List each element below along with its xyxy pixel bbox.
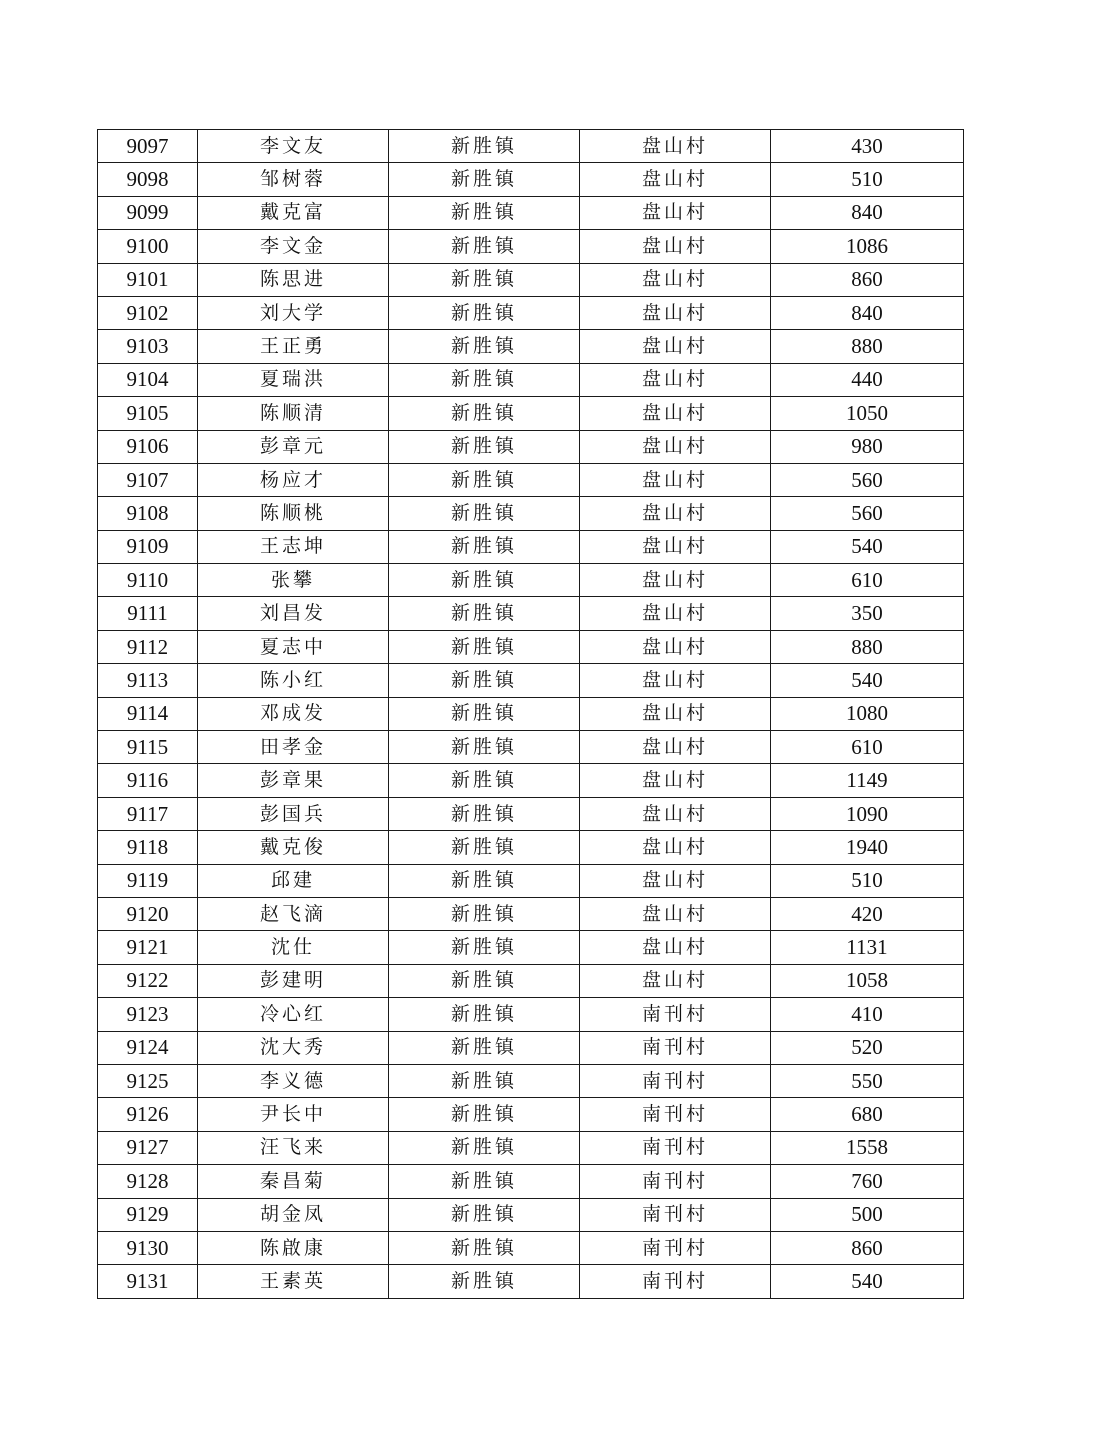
row-amount-cell: 550 [771,1064,964,1097]
row-name-cell: 陈啟康 [198,1231,389,1264]
row-id-cell: 9120 [98,897,198,930]
row-name-cell: 冷心红 [198,998,389,1031]
row-name-cell: 彭章元 [198,430,389,463]
table-row [98,797,964,830]
row-town-cell: 新胜镇 [389,130,580,163]
row-town-cell: 新胜镇 [389,196,580,229]
row-village-cell: 南刊村 [580,1198,771,1231]
row-amount-cell: 420 [771,897,964,930]
row-amount-cell: 500 [771,1198,964,1231]
row-amount-cell: 1149 [771,764,964,797]
row-town-cell: 新胜镇 [389,1064,580,1097]
row-id-cell: 9112 [98,630,198,663]
row-id-cell: 9116 [98,764,198,797]
row-village-cell: 盘山村 [580,797,771,830]
table-row [98,363,964,396]
row-village-cell: 盘山村 [580,731,771,764]
row-name-cell: 彭章果 [198,764,389,797]
row-village-cell: 南刊村 [580,998,771,1031]
row-name-cell: 夏瑞洪 [198,363,389,396]
table-row [98,731,964,764]
row-village-cell: 盘山村 [580,664,771,697]
row-amount-cell: 510 [771,864,964,897]
roster-table-body [98,130,964,1299]
table-row [98,764,964,797]
row-name-cell: 戴克富 [198,196,389,229]
table-row [98,1064,964,1097]
row-village-cell: 盘山村 [580,130,771,163]
row-village-cell: 南刊村 [580,1131,771,1164]
row-amount-cell: 840 [771,296,964,329]
row-town-cell: 新胜镇 [389,731,580,764]
row-village-cell: 盘山村 [580,196,771,229]
row-village-cell: 盘山村 [580,864,771,897]
table-row [98,196,964,229]
row-town-cell: 新胜镇 [389,597,580,630]
row-town-cell: 新胜镇 [389,797,580,830]
row-amount-cell: 560 [771,463,964,496]
row-id-cell: 9098 [98,163,198,196]
row-amount-cell: 860 [771,263,964,296]
row-town-cell: 新胜镇 [389,931,580,964]
row-village-cell: 盘山村 [580,530,771,563]
row-village-cell: 盘山村 [580,897,771,930]
row-name-cell: 彭建明 [198,964,389,997]
row-town-cell: 新胜镇 [389,1198,580,1231]
row-town-cell: 新胜镇 [389,998,580,1031]
row-amount-cell: 430 [771,130,964,163]
table-row [98,1098,964,1131]
table-row [98,897,964,930]
row-amount-cell: 980 [771,430,964,463]
table-row [98,330,964,363]
row-name-cell: 汪飞来 [198,1131,389,1164]
row-town-cell: 新胜镇 [389,330,580,363]
row-name-cell: 张攀 [198,564,389,597]
row-id-cell: 9110 [98,564,198,597]
row-name-cell: 李义德 [198,1064,389,1097]
row-id-cell: 9100 [98,230,198,263]
row-town-cell: 新胜镇 [389,1098,580,1131]
row-name-cell: 李文友 [198,130,389,163]
row-name-cell: 王志坤 [198,530,389,563]
row-amount-cell: 520 [771,1031,964,1064]
row-name-cell: 邱建 [198,864,389,897]
table-row [98,998,964,1031]
row-id-cell: 9128 [98,1165,198,1198]
row-name-cell: 刘大学 [198,296,389,329]
row-village-cell: 盘山村 [580,597,771,630]
row-amount-cell: 1558 [771,1131,964,1164]
row-village-cell: 南刊村 [580,1265,771,1298]
row-village-cell: 南刊村 [580,1165,771,1198]
row-amount-cell: 410 [771,998,964,1031]
row-village-cell: 盘山村 [580,964,771,997]
table-row [98,463,964,496]
row-amount-cell: 610 [771,564,964,597]
row-id-cell: 9130 [98,1231,198,1264]
row-amount-cell: 1080 [771,697,964,730]
table-row [98,430,964,463]
row-amount-cell: 610 [771,731,964,764]
row-amount-cell: 560 [771,497,964,530]
row-town-cell: 新胜镇 [389,764,580,797]
row-name-cell: 沈仕 [198,931,389,964]
table-row [98,630,964,663]
row-amount-cell: 1086 [771,230,964,263]
row-name-cell: 沈大秀 [198,1031,389,1064]
table-row [98,1165,964,1198]
table-row [98,964,964,997]
row-id-cell: 9104 [98,363,198,396]
row-id-cell: 9119 [98,864,198,897]
row-village-cell: 盘山村 [580,363,771,396]
row-id-cell: 9117 [98,797,198,830]
row-amount-cell: 880 [771,630,964,663]
row-town-cell: 新胜镇 [389,697,580,730]
row-id-cell: 9113 [98,664,198,697]
row-village-cell: 盘山村 [580,831,771,864]
row-amount-cell: 540 [771,530,964,563]
table-row [98,664,964,697]
row-town-cell: 新胜镇 [389,1265,580,1298]
row-amount-cell: 350 [771,597,964,630]
table-row [98,831,964,864]
row-town-cell: 新胜镇 [389,1231,580,1264]
row-name-cell: 田孝金 [198,731,389,764]
row-id-cell: 9123 [98,998,198,1031]
row-name-cell: 刘昌发 [198,597,389,630]
row-amount-cell: 1940 [771,831,964,864]
table-row [98,597,964,630]
row-village-cell: 盘山村 [580,564,771,597]
row-town-cell: 新胜镇 [389,263,580,296]
row-town-cell: 新胜镇 [389,964,580,997]
roster-table [97,129,964,1299]
row-amount-cell: 860 [771,1231,964,1264]
table-row [98,697,964,730]
row-village-cell: 盘山村 [580,430,771,463]
row-name-cell: 王正勇 [198,330,389,363]
row-town-cell: 新胜镇 [389,664,580,697]
table-row [98,564,964,597]
row-town-cell: 新胜镇 [389,363,580,396]
row-village-cell: 盘山村 [580,296,771,329]
row-village-cell: 盘山村 [580,330,771,363]
row-name-cell: 李文金 [198,230,389,263]
row-name-cell: 王素英 [198,1265,389,1298]
row-town-cell: 新胜镇 [389,296,580,329]
row-name-cell: 陈顺清 [198,397,389,430]
row-id-cell: 9125 [98,1064,198,1097]
row-town-cell: 新胜镇 [389,230,580,263]
row-id-cell: 9115 [98,731,198,764]
row-id-cell: 9131 [98,1265,198,1298]
row-id-cell: 9118 [98,831,198,864]
table-row [98,1198,964,1231]
row-village-cell: 盘山村 [580,697,771,730]
row-town-cell: 新胜镇 [389,530,580,563]
row-village-cell: 盘山村 [580,630,771,663]
table-row [98,931,964,964]
table-row [98,230,964,263]
row-amount-cell: 540 [771,1265,964,1298]
table-row [98,1265,964,1298]
row-village-cell: 南刊村 [580,1031,771,1064]
row-town-cell: 新胜镇 [389,1131,580,1164]
table-row [98,163,964,196]
row-name-cell: 胡金凤 [198,1198,389,1231]
row-town-cell: 新胜镇 [389,497,580,530]
row-town-cell: 新胜镇 [389,430,580,463]
row-amount-cell: 440 [771,363,964,396]
row-amount-cell: 1131 [771,931,964,964]
row-id-cell: 9122 [98,964,198,997]
row-village-cell: 盘山村 [580,163,771,196]
row-town-cell: 新胜镇 [389,630,580,663]
row-town-cell: 新胜镇 [389,397,580,430]
row-amount-cell: 1090 [771,797,964,830]
table-row [98,263,964,296]
row-name-cell: 邓成发 [198,697,389,730]
row-name-cell: 秦昌菊 [198,1165,389,1198]
row-amount-cell: 1050 [771,397,964,430]
row-id-cell: 9103 [98,330,198,363]
table-row [98,296,964,329]
table-row [98,1031,964,1064]
table-row [98,397,964,430]
row-id-cell: 9099 [98,196,198,229]
row-amount-cell: 880 [771,330,964,363]
row-id-cell: 9121 [98,931,198,964]
row-amount-cell: 1058 [771,964,964,997]
row-amount-cell: 840 [771,196,964,229]
row-name-cell: 陈顺桃 [198,497,389,530]
row-town-cell: 新胜镇 [389,1165,580,1198]
row-name-cell: 陈小红 [198,664,389,697]
row-village-cell: 盘山村 [580,263,771,296]
table-row [98,497,964,530]
row-id-cell: 9111 [98,597,198,630]
row-name-cell: 赵飞滴 [198,897,389,930]
row-id-cell: 9105 [98,397,198,430]
row-name-cell: 邹树蓉 [198,163,389,196]
row-village-cell: 南刊村 [580,1231,771,1264]
row-name-cell: 戴克俊 [198,831,389,864]
row-village-cell: 盘山村 [580,230,771,263]
row-town-cell: 新胜镇 [389,864,580,897]
row-village-cell: 盘山村 [580,463,771,496]
row-name-cell: 彭国兵 [198,797,389,830]
row-town-cell: 新胜镇 [389,463,580,496]
row-id-cell: 9108 [98,497,198,530]
row-id-cell: 9101 [98,263,198,296]
row-amount-cell: 510 [771,163,964,196]
row-amount-cell: 540 [771,664,964,697]
table-row [98,864,964,897]
row-village-cell: 盘山村 [580,397,771,430]
row-amount-cell: 760 [771,1165,964,1198]
table-row [98,1231,964,1264]
row-id-cell: 9106 [98,430,198,463]
row-id-cell: 9114 [98,697,198,730]
row-village-cell: 南刊村 [580,1064,771,1097]
row-id-cell: 9109 [98,530,198,563]
table-row [98,130,964,163]
row-village-cell: 盘山村 [580,764,771,797]
row-amount-cell: 680 [771,1098,964,1131]
row-name-cell: 陈思进 [198,263,389,296]
row-id-cell: 9107 [98,463,198,496]
row-id-cell: 9097 [98,130,198,163]
row-town-cell: 新胜镇 [389,897,580,930]
row-village-cell: 盘山村 [580,497,771,530]
row-village-cell: 盘山村 [580,931,771,964]
table-row [98,1131,964,1164]
row-id-cell: 9126 [98,1098,198,1131]
row-id-cell: 9129 [98,1198,198,1231]
row-id-cell: 9127 [98,1131,198,1164]
row-id-cell: 9102 [98,296,198,329]
row-name-cell: 杨应才 [198,463,389,496]
row-village-cell: 南刊村 [580,1098,771,1131]
row-town-cell: 新胜镇 [389,1031,580,1064]
table-row [98,530,964,563]
row-name-cell: 夏志中 [198,630,389,663]
row-name-cell: 尹长中 [198,1098,389,1131]
row-id-cell: 9124 [98,1031,198,1064]
row-town-cell: 新胜镇 [389,831,580,864]
row-town-cell: 新胜镇 [389,564,580,597]
row-town-cell: 新胜镇 [389,163,580,196]
